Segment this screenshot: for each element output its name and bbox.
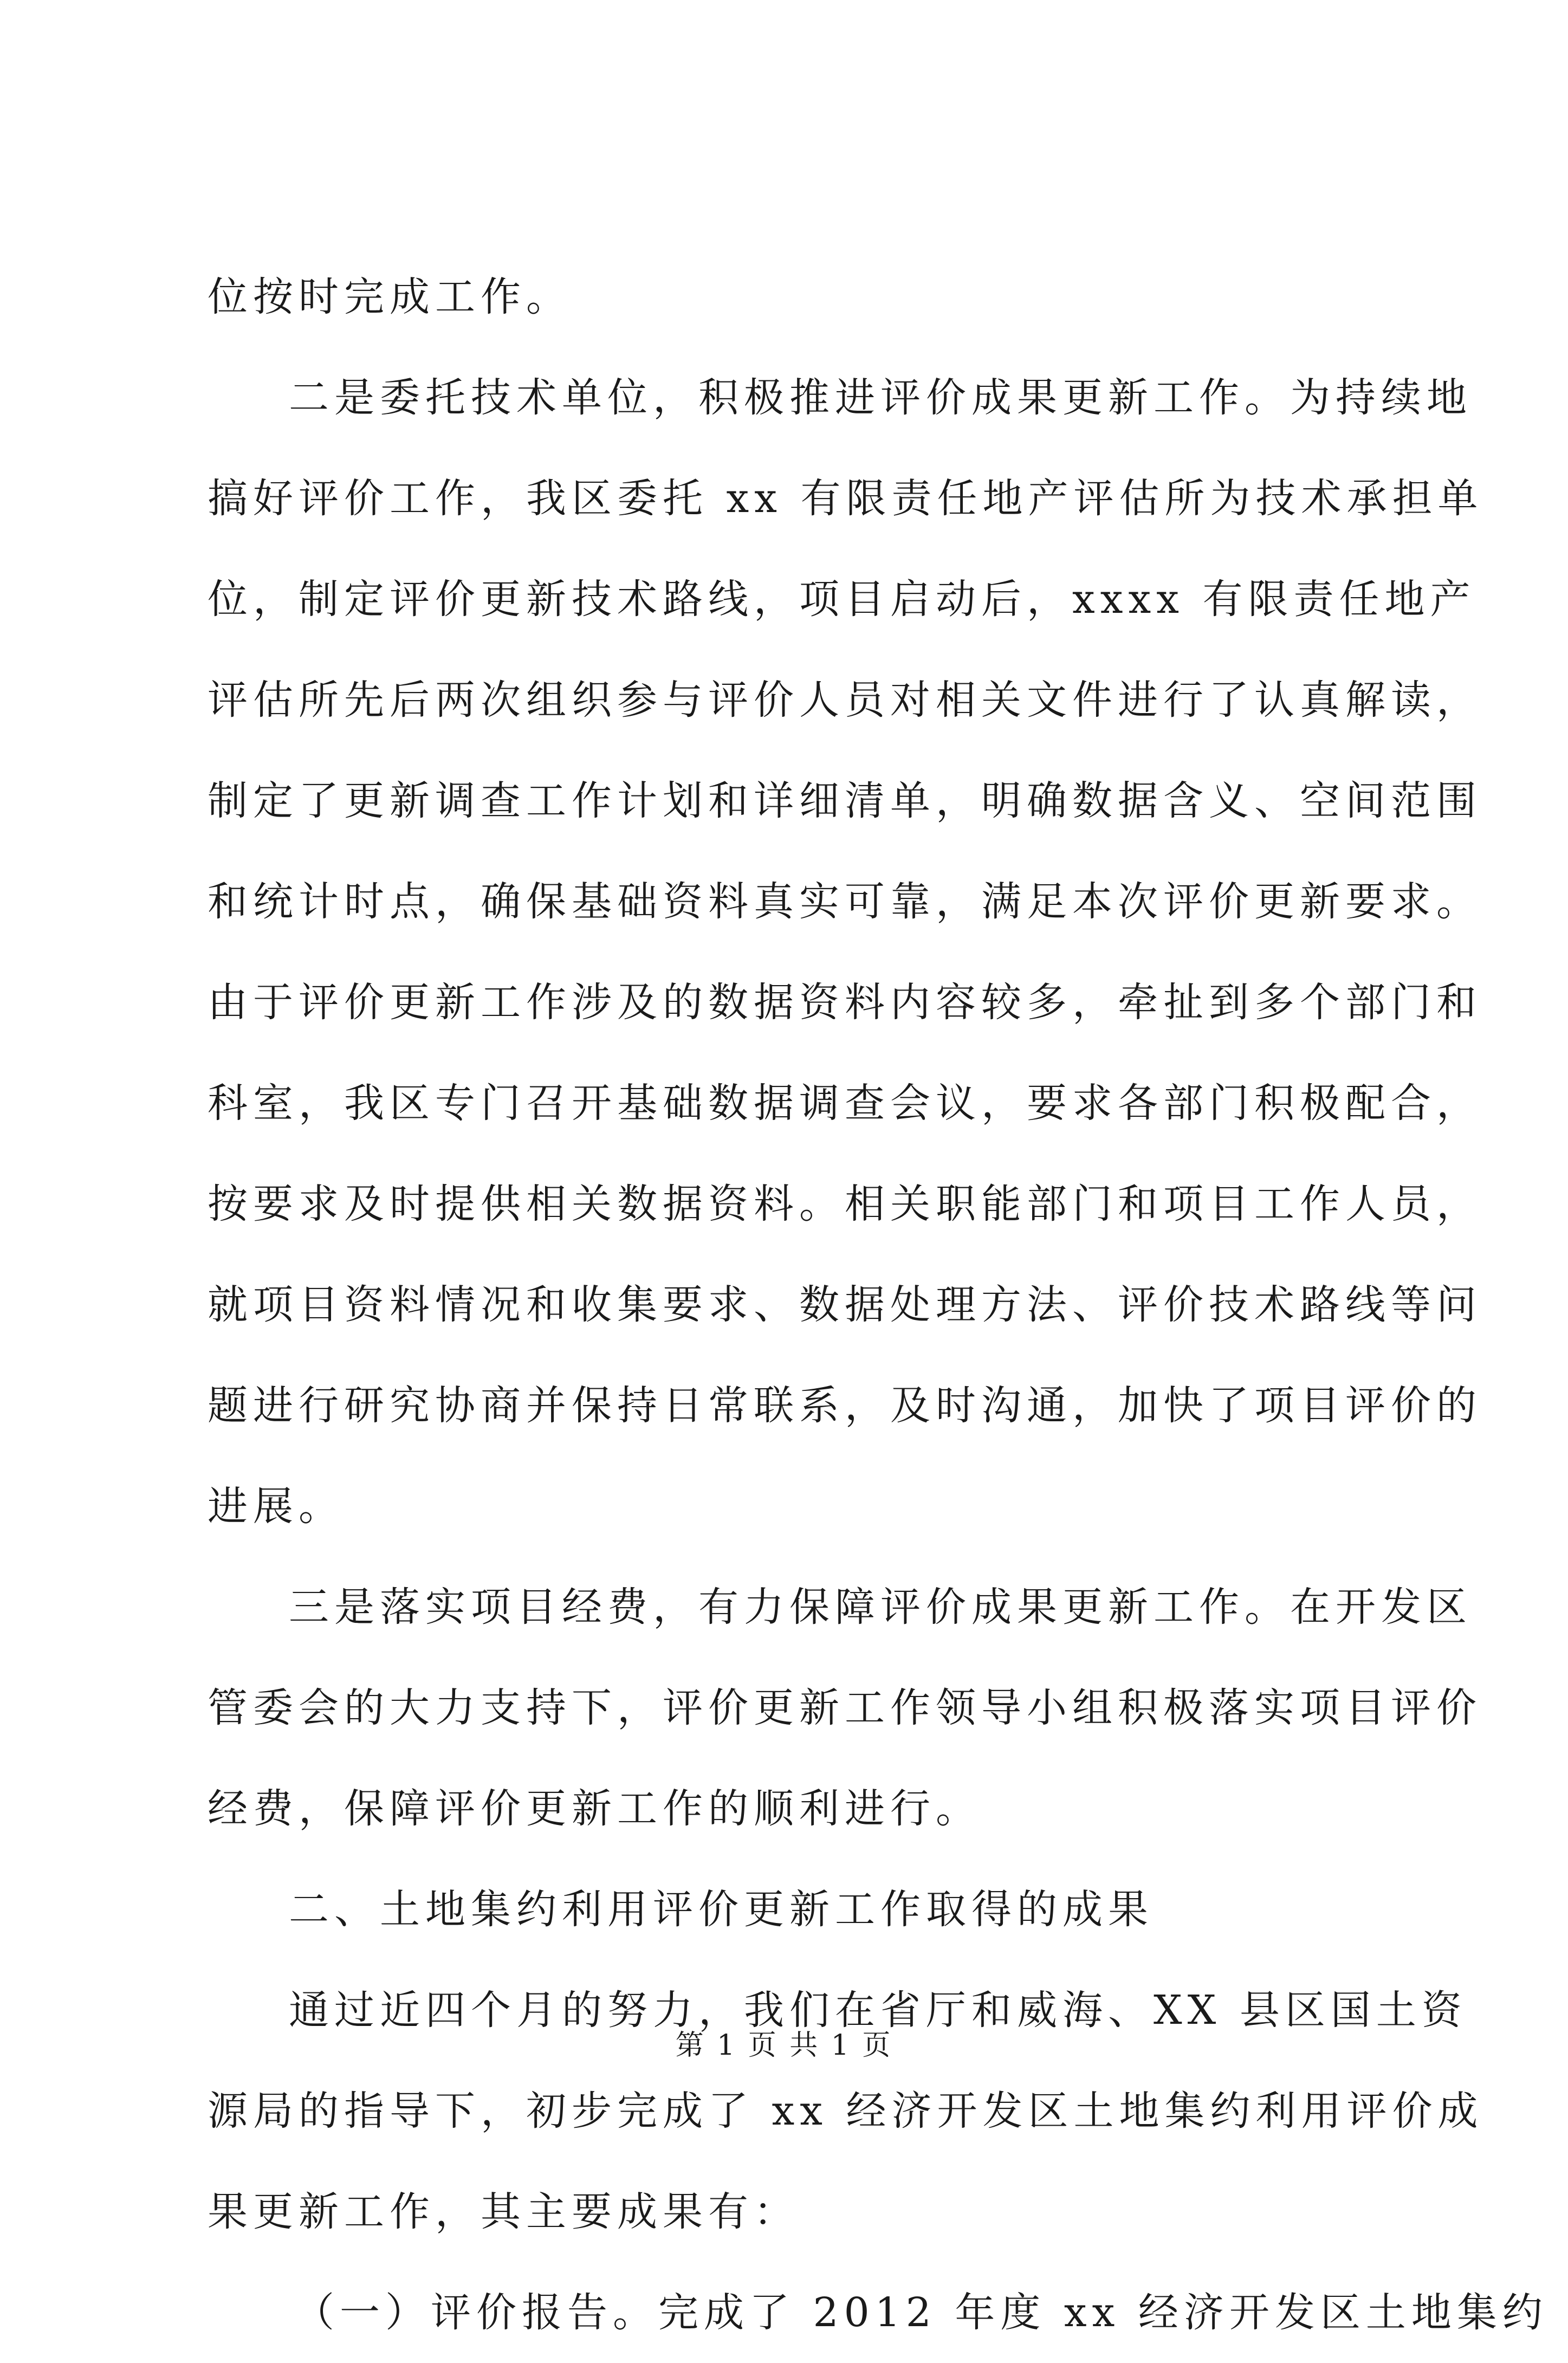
text-line: 评估所先后两次组织参与评价人员对相关文件进行了认真解读，	[208, 677, 1482, 723]
text-line: （一）评价报告。完成了 2012 年度 xx 经济开发区土地集约	[294, 2289, 1548, 2336]
text-line: 三是落实项目经费，有力保障评价成果更新工作。在开发区	[289, 1584, 1472, 1630]
text-line: 就项目资料情况和收集要求、数据处理方法、评价技术路线等问	[208, 1281, 1482, 1328]
text-line: 果更新工作，其主要成果有：	[208, 2189, 799, 2235]
text-line: 源局的指导下，初步完成了 xx 经济开发区土地集约利用评价成	[208, 2088, 1483, 2134]
text-line: 二是委托技术单位，积极推进评价成果更新工作。为持续地	[289, 374, 1472, 421]
text-line: 制定了更新调查工作计划和详细清单，明确数据含义、空间范围	[208, 778, 1482, 824]
text-line: 位按时完成工作。	[208, 274, 572, 320]
text-line: 科室，我区专门召开基础数据调查会议，要求各部门积极配合，	[208, 1080, 1482, 1127]
text-line: 和统计时点，确保基础资料真实可靠，满足本次评价更新要求。	[208, 878, 1482, 925]
text-line: 位，制定评价更新技术路线，项目启动后，xxxx 有限责任地产	[208, 576, 1476, 623]
text-line: 管委会的大力支持下，评价更新工作领导小组积极落实项目评价	[208, 1685, 1482, 1731]
text-line: 由于评价更新工作涉及的数据资料内容较多，牵扯到多个部门和	[208, 979, 1482, 1026]
section-heading: 二、土地集约利用评价更新工作取得的成果	[289, 1886, 1154, 1933]
text-line: 经费，保障评价更新工作的顺利进行。	[208, 1785, 981, 1832]
text-line: 按要求及时提供相关数据资料。相关职能部门和项目工作人员，	[208, 1181, 1482, 1227]
text-line: 题进行研究协商并保持日常联系，及时沟通，加快了项目评价的	[208, 1382, 1482, 1429]
page-number-footer: 第 1 页 共 1 页	[675, 2029, 893, 2062]
text-line: 通过近四个月的努力，我们在省厅和威海、XX 县区国土资	[289, 1987, 1467, 2034]
text-line: 搞好评价工作，我区委托 xx 有限责任地产评估所为技术承担单	[208, 475, 1483, 522]
text-line: 进展。	[208, 1483, 344, 1530]
